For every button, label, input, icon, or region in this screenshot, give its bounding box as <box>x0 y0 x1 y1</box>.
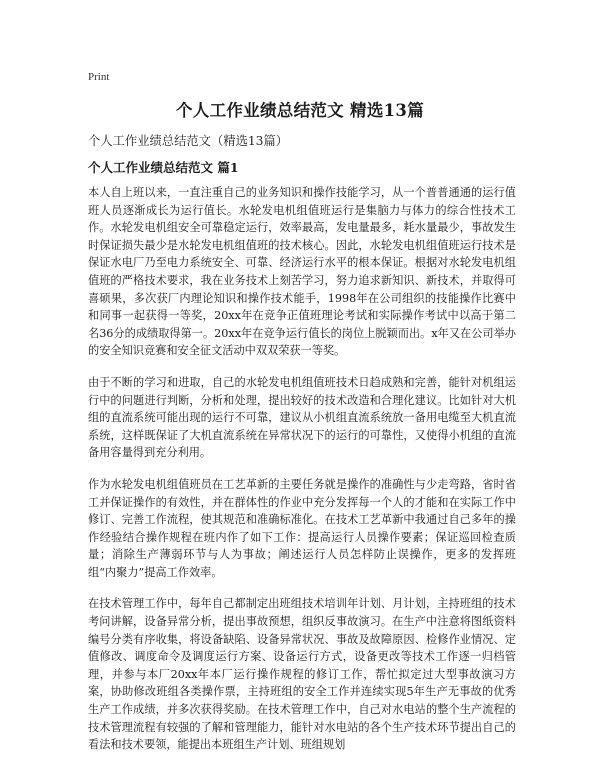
paragraph-3: 作为水轮发电机组值班员在工艺革新的主要任务就是操作的准确性与少走弯路，省时省工并保证操作的有效性，并在群体性的作业中充分发挥每一个人的才能和在实际工作中修订、完善工作流程，使其规范和准确标准化。在技术工艺革新中我通过自己多年的操作经验结合操作规程在班内作了如下工作：提高运行人员操作要素；保证巡回检查质量；消除生产薄弱环节与人为事故；阐述运行人员怎样防止误操作，更多的发挥班组“内聚力”提高工作效率。 <box>88 477 516 579</box>
paragraph-1: 本人自上班以来，一直注重自己的业务知识和操作技能学习，从一个普普通通的运行值班人员逐渐成长为运行值长。水轮发电机组值班运行是集脑力与体力的综合性技术工作。水轮发电机组安全可靠稳定运行，效率最高，发电量最多，耗水量最少，事故发生时保证损失最少是水轮发电机组值班的技术核心。因此，水轮发电机组值班运行技术是保证水电厂乃至电力系统安全、可靠、经济运行水平的根本保证。根据对水轮发电机组值班的严格技术要求，我在业务技术上刻苦学习，努力追求新知识、新技术，并取得可喜硕果，多次获厂内理论知识和操作技术能手，1998年在公司组织的技能操作比赛中和同事一起获得一等奖，20xx年在竞争正值班理论考试和实际操作考试中以高于第二名36分的成绩取得第一。20xx年在竞争运行值长的岗位上脱颖而出。x年又在公司举办的安全知识竞赛和安全征文活动中双双荣获一等奖。 <box>88 186 516 358</box>
paragraph-2: 由于不断的学习和进取，自己的水轮发电机组值班技术日趋成熟和完善，能针对机组运行中的问题进行判断，分析和处理，提出较好的技术改造和合理化建议。比如针对大机组的直流系统可能出现的运行不可靠，建议从小机组直流系统放一备用电缆至大机直流系统，这样既保证了大机直流系统在异常状况下的运行的可靠性，又使得小机组的直流备用容量得到充分利用。 <box>88 375 516 460</box>
document-subtitle: 个人工作业绩总结范文（精选13篇） <box>88 134 289 148</box>
section-heading: 个人工作业绩总结范文 篇1 <box>88 160 239 175</box>
paragraph-4: 在技术管理工作中，每年自己都制定出班组技术培训年计划、月计划，主持班组的技术考问讲解，设备异常分析，提出事故预想，组织反事故演习。在生产中注意将图纸资料编号分类有序收集，将设备缺陷、设备异常状况、事故及故障原因、检修作业情况、定值修改、调度命令及调度运行方案、设备运行方式，设备更改等技术工作逐一归档管理，并参与本厂20xx年本厂运行操作规程的修订工作，帮忙拟定过大型事故演习方案，协助修改班组各类操作票，主持班组的安全工作并连续实现5年生产无事故的优秀生产工作成绩，并多次获得奖励。在技术管理工作中，自己对水电站的整个生产流程的技术管理流程有较强的了解和管理能力，能针对水电站的各个生产技术环节提出自己的看法和技术要领，能提出本班组生产计划、班组规划 <box>88 597 516 752</box>
document-title: 个人工作业绩总结范文 精选13篇 <box>175 101 424 120</box>
print-label: Print <box>88 71 110 83</box>
document-body <box>88 184 516 768</box>
